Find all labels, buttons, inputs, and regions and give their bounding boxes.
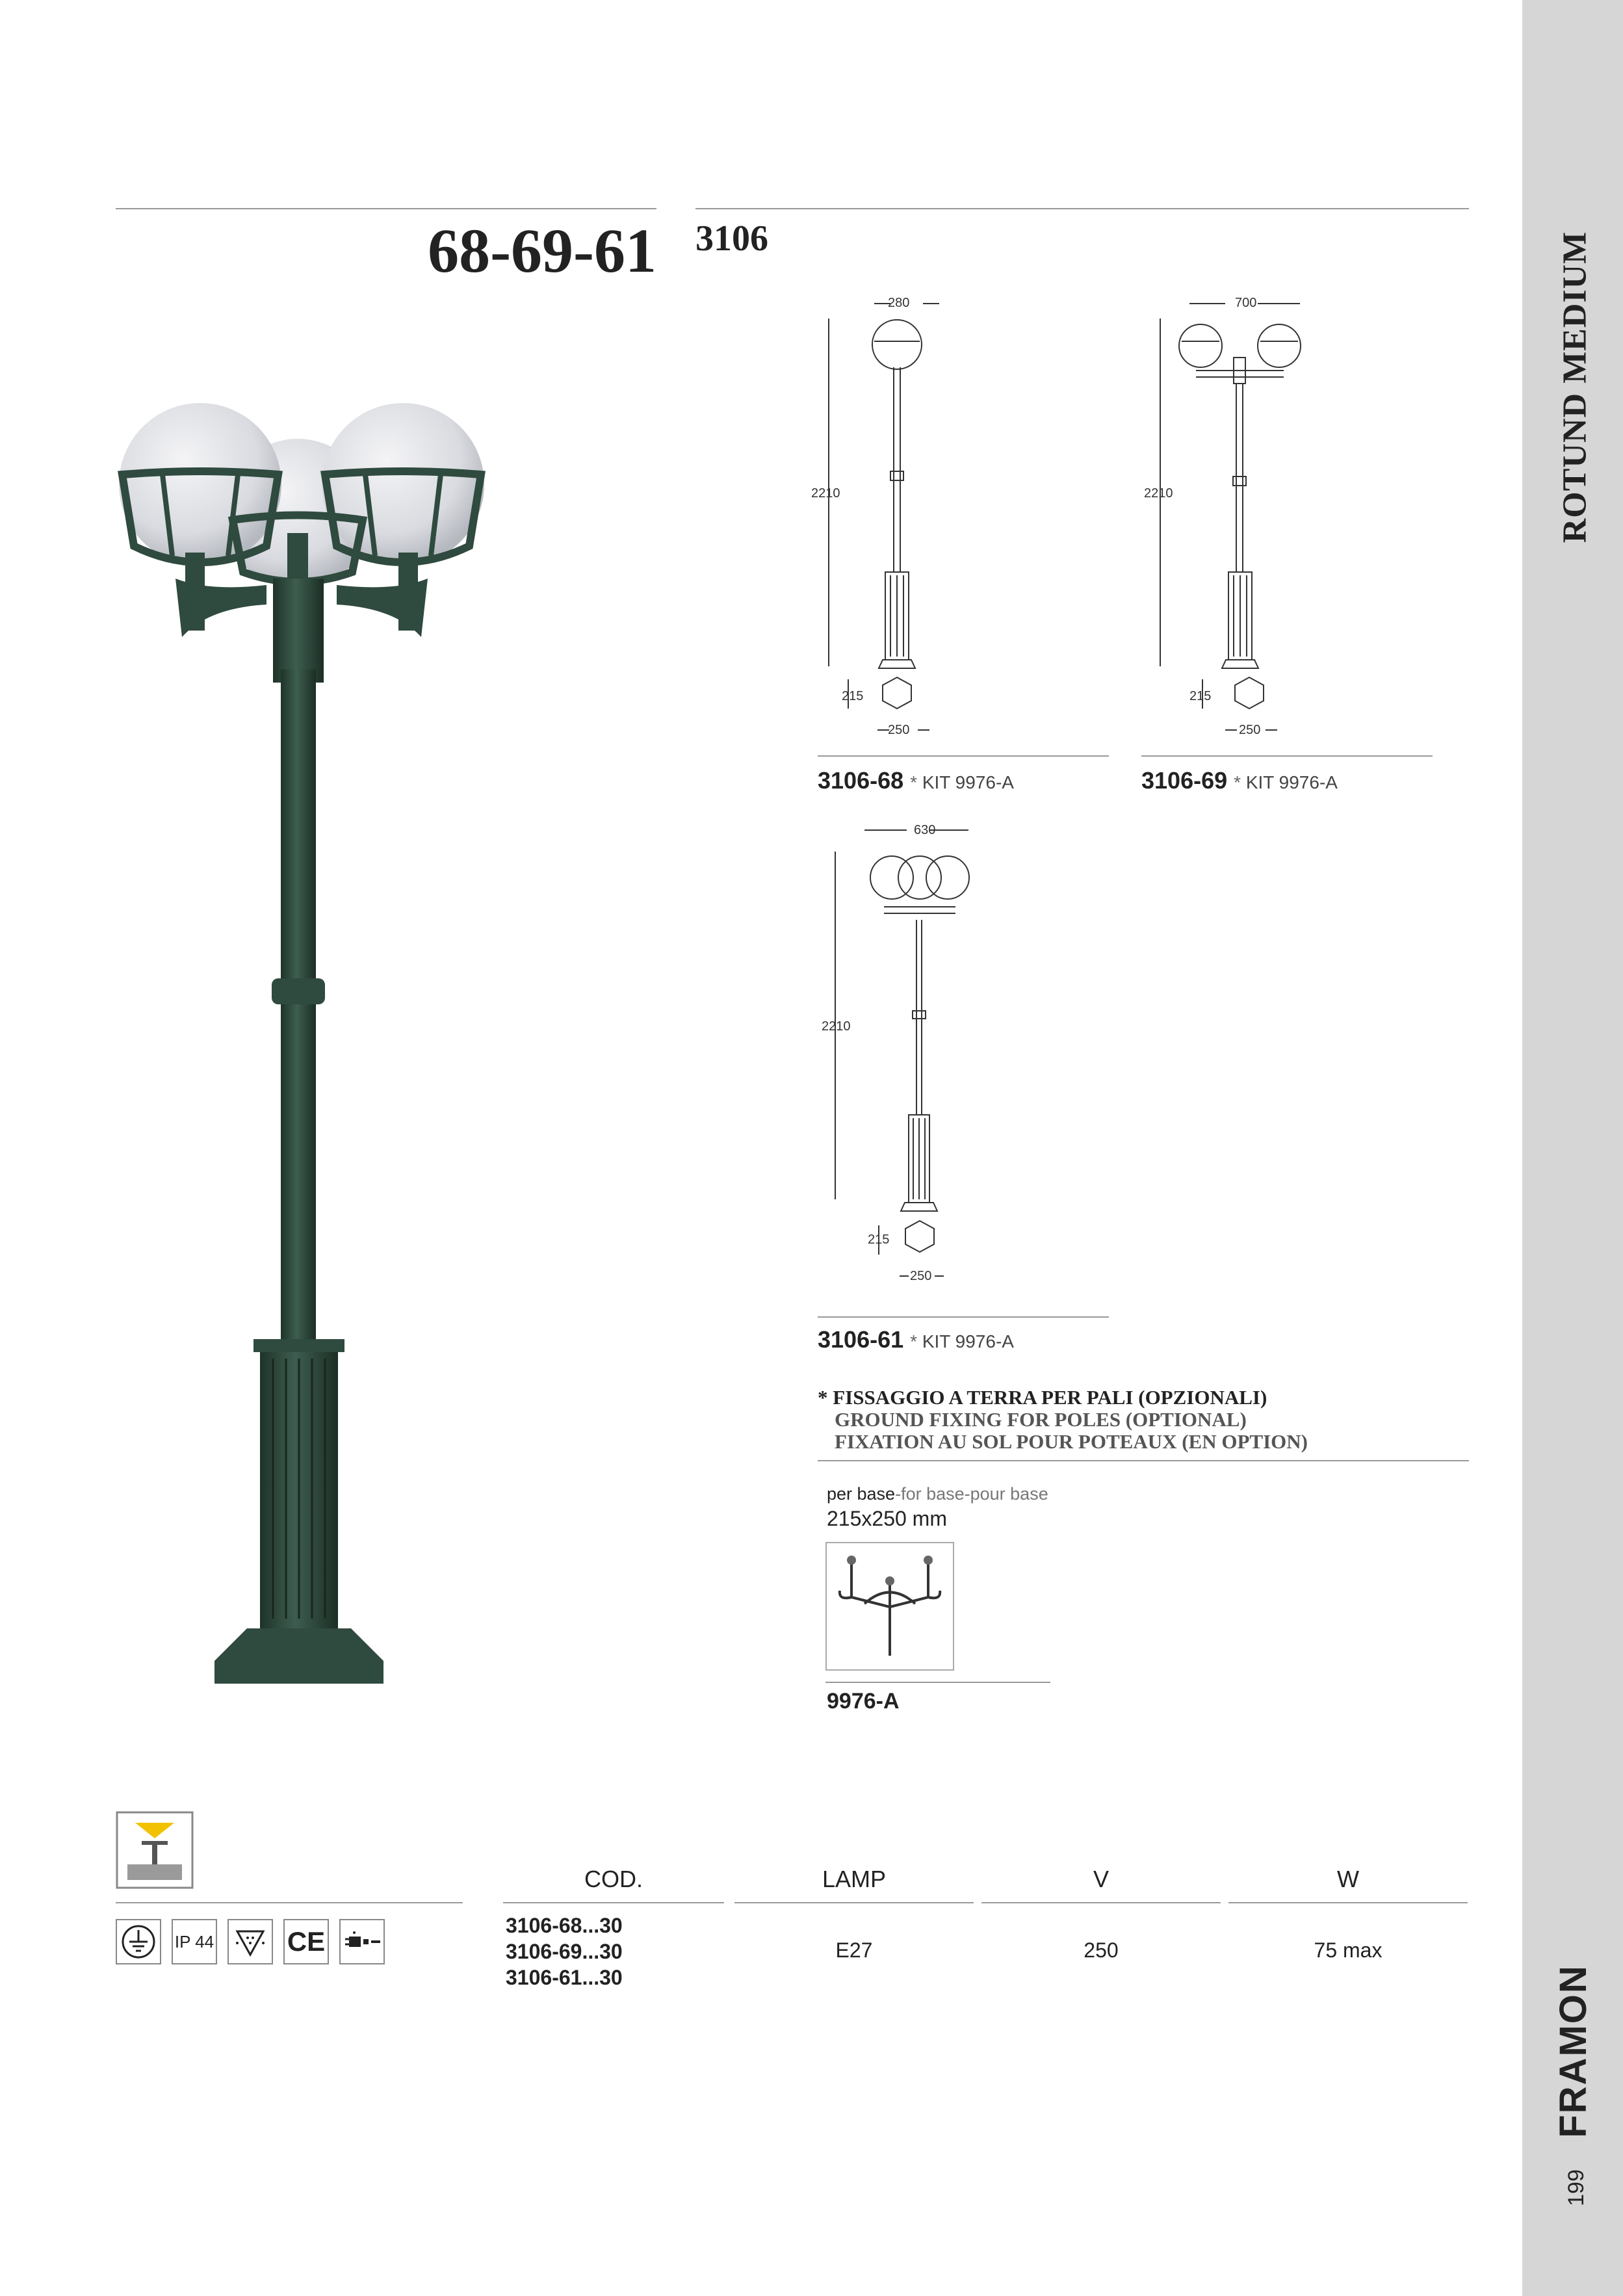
rule-fixing	[818, 1460, 1469, 1461]
rule-base	[825, 1682, 1050, 1683]
th-cod: COD.	[584, 1866, 643, 1892]
model-label-3106-61: 3106-61 * KIT 9976-A	[818, 1326, 1014, 1353]
dim-width-61: 630	[914, 823, 936, 837]
dim-base-w-61: 250	[910, 1269, 932, 1283]
model-label-3106-69: 3106-69 * KIT 9976-A	[1141, 767, 1338, 794]
drawing-3106-69	[1137, 286, 1332, 741]
rule-61	[818, 1316, 1109, 1318]
rule-icons	[116, 1902, 463, 1903]
earth-ground-icon	[116, 1919, 161, 1964]
code-list	[506, 1912, 623, 1990]
dim-base-h-68: 215	[842, 689, 864, 703]
dim-base-h-61: 215	[868, 1233, 890, 1247]
dim-width-68: 280	[888, 296, 910, 310]
brand-logo: FRAMON	[1552, 1964, 1594, 2138]
page-number: 199	[1563, 2169, 1589, 2206]
base-size: 215x250 mm	[827, 1507, 947, 1530]
triangle-drip-icon	[227, 1919, 273, 1964]
th-v: V	[1093, 1866, 1109, 1892]
td-voltage: 250	[1084, 1938, 1119, 1962]
dim-height-69: 2210	[1144, 486, 1173, 501]
rule-68	[818, 755, 1109, 757]
dim-base-w-68: 250	[888, 723, 910, 737]
drawing-3106-68	[799, 286, 994, 741]
cable-connector-icon	[339, 1919, 385, 1964]
td-wattage: 75 max	[1314, 1938, 1383, 1962]
ip44-icon: IP 44	[172, 1919, 217, 1964]
th-w: W	[1337, 1866, 1359, 1892]
ground-lamp-icon	[116, 1811, 194, 1889]
code-row: 3106-69...30	[506, 1940, 623, 1963]
th-lamp: LAMP	[822, 1866, 887, 1892]
base-kit-image	[825, 1542, 954, 1671]
model-label-3106-68: 3106-68 * KIT 9976-A	[818, 767, 1014, 794]
header-rule-right	[695, 208, 1469, 209]
fixing-note: * FISSAGGIO A TERRA PER PALI (OPZIONALI) GROUND FIXING FOR POLES (OPTIONAL) FIXATION AU SOL POUR POTEAUX (EN OPTION)	[818, 1386, 1308, 1453]
code-row: 3106-68...30	[506, 1914, 623, 1937]
dim-height-68: 2210	[811, 486, 840, 501]
rule-th-v	[981, 1902, 1221, 1903]
rule-th-lamp	[734, 1902, 974, 1903]
drawing-3106-61	[812, 816, 1007, 1290]
dim-base-w-69: 250	[1239, 723, 1261, 737]
family-code: 68-69-61	[428, 216, 656, 285]
dim-height-61: 2210	[822, 1019, 851, 1034]
base-kit-code: 9976-A	[827, 1689, 900, 1714]
ce-mark-icon: CE	[283, 1919, 329, 1964]
td-lamp: E27	[835, 1938, 873, 1962]
rule-th-cod	[503, 1902, 724, 1903]
dim-base-h-69: 215	[1189, 689, 1212, 703]
dim-width-69: 700	[1235, 296, 1257, 310]
series-code: 3106	[695, 218, 768, 259]
code-row: 3106-61...30	[506, 1966, 623, 1989]
base-label: per base-for base-pour base	[827, 1484, 1048, 1504]
rule-69	[1141, 755, 1433, 757]
product-photo	[110, 384, 494, 1697]
sidebar-title: ROTUND MEDIUM	[1556, 231, 1594, 543]
rule-th-w	[1228, 1902, 1468, 1903]
header-rule-left	[116, 208, 656, 209]
